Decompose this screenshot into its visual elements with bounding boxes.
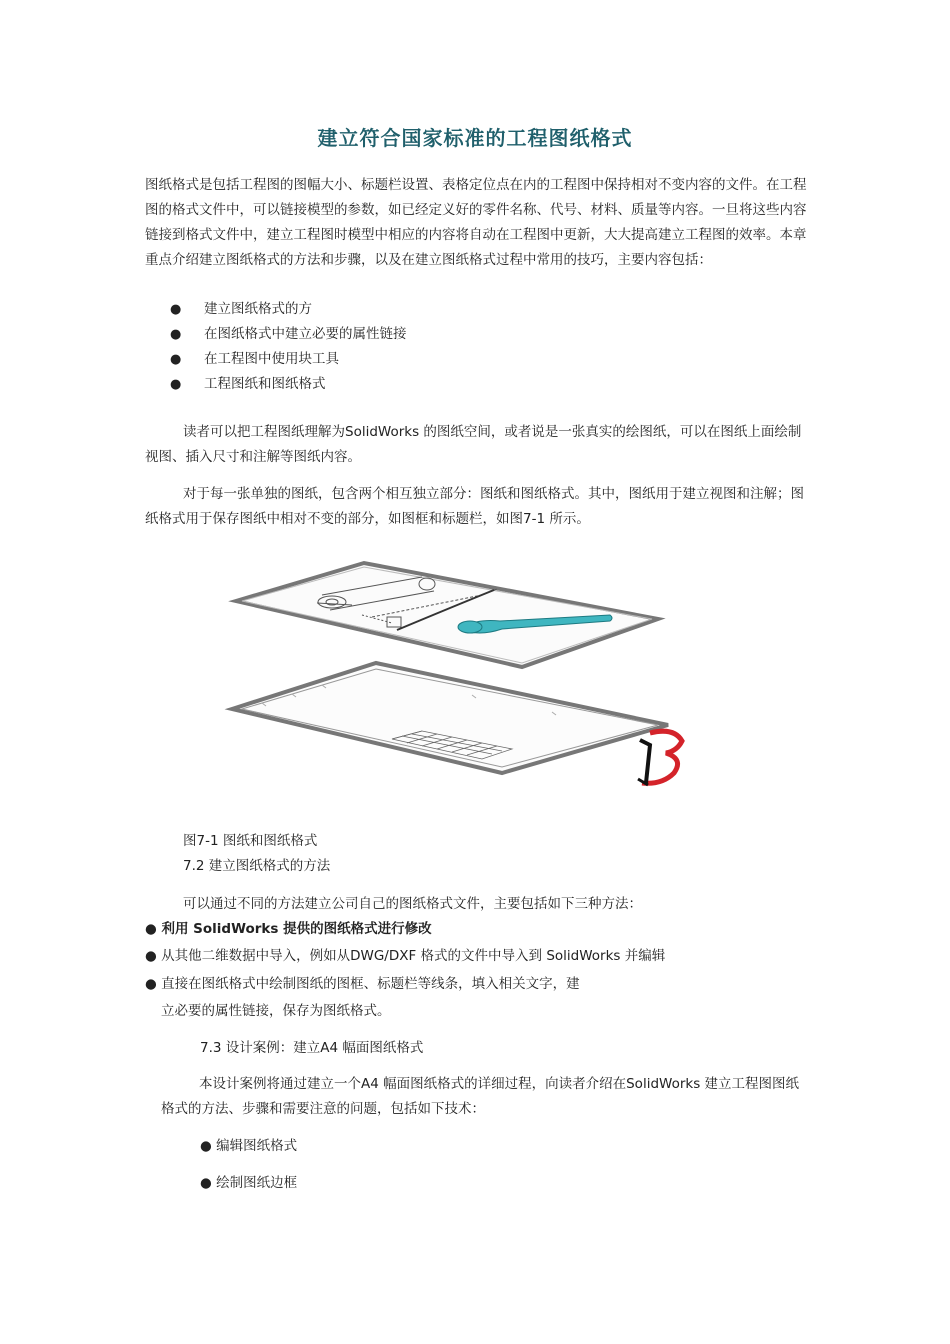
paragraph-solidworks-sheet: 读者可以把工程图纸理解为SolidWorks 的图纸空间，或者说是一张真实的绘图纸，可以在图纸上面绘制视图、插入尺寸和注解等图纸内容。: [145, 424, 802, 465]
method-item-draw-cont: 立必要的属性链接，保存为图纸格式。: [161, 1003, 391, 1019]
methods-intro: 可以通过不同的方法建立公司自己的图纸格式文件，主要包括如下三种方法：: [183, 896, 642, 912]
page-title: 建立符合国家标准的工程图纸格式: [317, 126, 633, 150]
section-heading-7-2: 7.2 建立图纸格式的方法: [183, 858, 331, 874]
list-item: ● 在工程图中使用块工具: [170, 347, 407, 372]
method-item-import: ● 从其他二维数据中导入，例如从DWG/DXF 格式的文件中导入到 SolidWorks 并编辑: [145, 948, 666, 964]
sheet-format-layer: [232, 663, 668, 773]
list-item: ● 工程图纸和图纸格式: [170, 372, 407, 397]
bullet-icon: ●: [170, 302, 182, 317]
sheet-format-figure: [222, 555, 702, 800]
technique-item-edit: ● 编辑图纸格式: [200, 1138, 298, 1154]
list-item: ● 在图纸格式中建立必要的属性链接: [170, 322, 407, 347]
technique-item-border: ● 绘制图纸边框: [200, 1175, 298, 1191]
bullet-icon: ●: [170, 327, 182, 342]
section-heading-7-3: 7.3 设计案例：建立A4 幅面图纸格式: [200, 1040, 424, 1056]
drawing-sheet-layer: [236, 563, 658, 667]
intro-paragraph: 图纸格式是包括工程图的图幅大小、标题栏设置、表格定位点在内的工程图中保持相对不变内容的文件。在工程图的格式文件中，可以链接模型的参数，如已经定义好的零件名称、代号、材料、质量等内容。一旦将这些内容链接到格式文件中，建立工程图时模型中相应的内容将自动在工程图中更新，大大提高建立工程图的效率。本章重点介绍建立图纸格式的方法和步骤，以及在建立图纸格式过程中常用的技巧，主要内容包括：: [145, 177, 807, 268]
publisher-logo-icon: [638, 731, 682, 785]
bullet-icon: ●: [170, 352, 182, 367]
paragraph-sheet-parts: 对于每一张单独的图纸，包含两个相互独立部分：图纸和图纸格式。其中，图纸用于建立视图和注解；图纸格式用于保存图纸中相对不变的部分，如图框和标题栏，如图7-1 所示。: [145, 486, 804, 527]
list-item: ● 建立图纸格式的方: [170, 297, 407, 322]
method-item-draw: ● 直接在图纸格式中绘制图纸的图框、标题栏等线条，填入相关文字，建: [145, 976, 580, 992]
topic-list: [170, 297, 407, 397]
figure-caption: 图7-1 图纸和图纸格式: [183, 833, 318, 849]
bullet-icon: ●: [170, 377, 182, 392]
case-paragraph: 本设计案例将通过建立一个A4 幅面图纸格式的详细过程，向读者介绍在SolidWorks 建立工程图图纸格式的方法、步骤和需要注意的问题，包括如下技术：: [161, 1076, 800, 1117]
method-item-modify: ● 利用 SolidWorks 提供的图纸格式进行修改: [145, 921, 432, 937]
